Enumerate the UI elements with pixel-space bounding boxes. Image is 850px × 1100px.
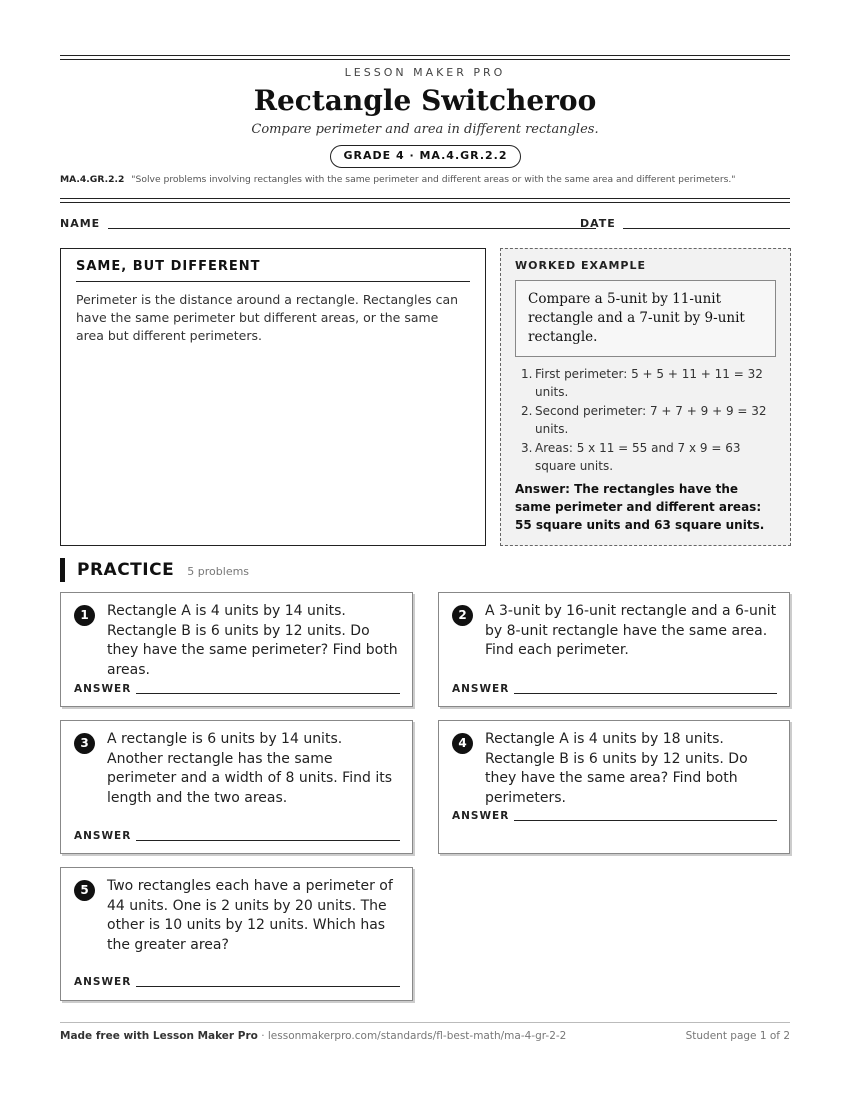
name-label: NAME: [60, 217, 101, 230]
problem-text: A 3-unit by 16-unit rectangle and a 6-unit by 8-unit rectangle have the same area. Find each perimeter.: [485, 603, 777, 658]
problem-card-5: [60, 867, 413, 1001]
practice-heading: [60, 558, 249, 582]
step-number: 1.: [521, 367, 533, 381]
problem-number: 1: [74, 605, 95, 626]
footer-credit: Made free with Lesson Maker Pro: [60, 1030, 258, 1042]
practice-count: 5 problems: [187, 565, 250, 578]
example-answer: Answer: The rectangles have the same perimeter and different areas: 55 square units and 63 square units.: [515, 482, 765, 532]
problem-number: 5: [74, 880, 95, 901]
problem-number: 2: [452, 605, 473, 626]
problem-card-2: [438, 592, 790, 707]
problem-text: Rectangle A is 4 units by 18 units. Rectangle B is 6 units by 12 units. Do they have the same area? Find both perimeters.: [485, 731, 748, 806]
date-field[interactable]: [623, 228, 790, 229]
step-number: 3.: [521, 441, 533, 455]
answer-field[interactable]: [136, 840, 400, 841]
answer-label: ANSWER: [74, 683, 132, 695]
example-step: [515, 439, 776, 475]
footer-page-number: Student page 1 of 2: [685, 1030, 790, 1042]
practice-title: PRACTICE: [77, 560, 175, 580]
grade-badge: GRADE 4 · MA.4.GR.2.2: [330, 145, 521, 168]
answer-field[interactable]: [136, 986, 400, 987]
intro-box: [60, 248, 486, 546]
problem-number: 4: [452, 733, 473, 754]
example-steps: [515, 365, 776, 475]
name-date-row: [60, 217, 790, 231]
example-step: [515, 402, 776, 438]
answer-label: ANSWER: [452, 683, 510, 695]
footer-url: · lessonmakerpro.com/standards/fl-best-math/ma-4-gr-2-2: [261, 1030, 567, 1042]
standard-line: [60, 174, 800, 185]
answer-field[interactable]: [136, 693, 400, 694]
brand-name: LESSON MAKER PRO: [344, 66, 506, 79]
footer: [60, 1030, 790, 1042]
standard-text: "Solve problems involving rectangles with the same perimeter and different areas or with the same area and different perimeters.": [131, 174, 736, 185]
step-text: Second perimeter: 7 + 7 + 9 + 9 = 32 units.: [535, 404, 767, 436]
step-number: 2.: [521, 404, 533, 418]
answer-label: ANSWER: [74, 976, 132, 988]
answer-field[interactable]: [514, 693, 777, 694]
header-bottom-rule: [60, 198, 790, 199]
problem-text: A rectangle is 6 units by 14 units. Another rectangle has the same perimeter and a width of 8 units. Find its length and the two areas.: [107, 731, 392, 806]
example-prompt: Compare a 5-unit by 11-unit rectangle and a 7-unit by 9-unit rectangle.: [515, 280, 776, 357]
top-rule-2: [60, 59, 790, 60]
problem-text: Rectangle A is 4 units by 14 units. Rectangle B is 6 units by 12 units. Do they have the same perimeter? Find both areas.: [107, 603, 398, 678]
standard-code: MA.4.GR.2.2: [60, 174, 125, 185]
answer-label: ANSWER: [74, 830, 132, 842]
problem-number: 3: [74, 733, 95, 754]
footer-rule: [60, 1022, 790, 1023]
answer-label: ANSWER: [452, 810, 510, 822]
page-title: Rectangle Switcheroo: [253, 84, 597, 117]
problem-text: Two rectangles each have a perimeter of 44 units. One is 2 units by 20 units. The other is 10 units by 12 units. Which has the greater area?: [107, 878, 393, 953]
step-text: First perimeter: 5 + 5 + 11 + 11 = 32 units.: [535, 367, 763, 399]
example-heading: WORKED EXAMPLE: [515, 259, 646, 272]
answer-field[interactable]: [514, 820, 777, 821]
problem-card-3: [60, 720, 413, 854]
intro-body: Perimeter is the distance around a rectangle. Rectangles can have the same perimeter but different areas, or the same area but different perimeters.: [76, 292, 459, 343]
problem-card-4: [438, 720, 790, 854]
date-label: DATE: [580, 217, 616, 230]
intro-heading: SAME, BUT DIFFERENT: [76, 259, 470, 282]
example-step: [515, 365, 776, 401]
worked-example-box: [500, 248, 791, 546]
top-rule: [60, 55, 790, 56]
header-bottom-rule-2: [60, 202, 790, 203]
name-field[interactable]: [108, 228, 596, 229]
problem-card-1: [60, 592, 413, 707]
step-text: Areas: 5 x 11 = 55 and 7 x 9 = 63 square units.: [535, 441, 741, 473]
page-subtitle: Compare perimeter and area in different rectangles.: [251, 122, 599, 137]
